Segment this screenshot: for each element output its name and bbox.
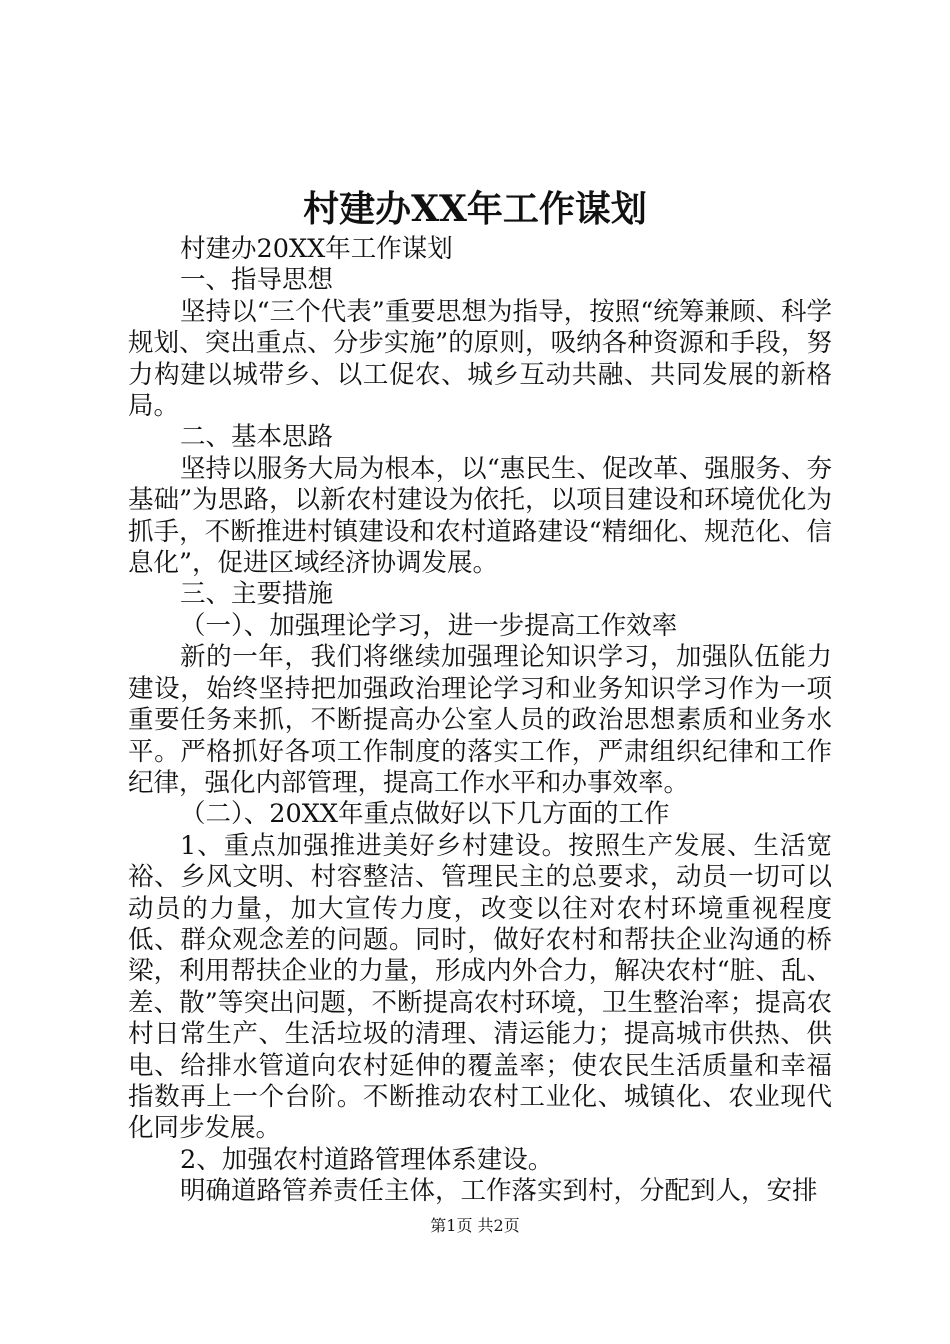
document-subtitle: 村建办20XX年工作谋划 <box>180 234 453 264</box>
paragraph-basic-approach: 坚持以服务大局为根本，以“惠民生、促改革、强服务、夯基础”为思路，以新农村建设为依托，以项目建设和环境优化为抓手，不断推进村镇建设和农村道路建设“精细化、规范化、信息化”，促进区域经济协调发展。 <box>128 453 832 579</box>
document-body <box>128 234 832 1208</box>
document-title: 村建办XX年工作谋划 <box>303 188 647 230</box>
paragraph-road-management-heading: 2、加强农村道路管理体系建设。 <box>180 1144 554 1175</box>
subsection-heading-theory-study: （一）、加强理论学习，进一步提高工作效率 <box>180 610 678 641</box>
section-heading-guiding-ideology: 一、指导思想 <box>180 265 334 296</box>
page-footer: 第1页 共2页 <box>430 1216 520 1235</box>
paragraph-village-construction: 1、重点加强推进美好乡村建设。按照生产发展、生活宽裕、乡风文明、村容整洁、管理民主的总要求，动员一切可以动员的力量，加大宣传力度，改变以往对农村环境重视程度低、群众观念差的问题。同时，做好农村和帮扶企业沟通的桥梁，利用帮扶企业的力量，形成内外合力，解决农村“脏、乱、差、散”等突出问题，不断提高农村环境，卫生整治率；提高农村日常生产、生活垃圾的清理、清运能力；提高城市供热、供电、给排水管道向农村延伸的覆盖率；使农民生活质量和幸福指数再上一个台阶。不断推动农村工业化、城镇化、农业现代化同步发展。 <box>128 830 832 1144</box>
subsection-heading-key-work: （二）、20XX年重点做好以下几方面的工作 <box>180 799 670 830</box>
section-heading-basic-approach: 二、基本思路 <box>180 422 334 453</box>
paragraph-theory-study: 新的一年，我们将继续加强理论知识学习，加强队伍能力建设，始终坚持把加强政治理论学习和业务知识学习作为一项重要任务来抓，不断提高办公室人员的政治思想素质和业务水平。严格抓好各项工作制度的落实工作，严肃组织纪律和工作纪律，强化内部管理，提高工作水平和办事效率。 <box>128 642 832 798</box>
paragraph-road-management: 明确道路管养责任主体，工作落实到村，分配到人，安排 <box>180 1176 818 1207</box>
paragraph-guiding-ideology: 坚持以“三个代表”重要思想为指导，按照“统筹兼顾、科学规划、突出重点、分步实施”的原则，吸纳各种资源和手段，努力构建以城带乡、以工促农、城乡互动共融、共同发展的新格局。 <box>128 296 832 422</box>
section-heading-main-measures: 三、主要措施 <box>180 579 334 610</box>
